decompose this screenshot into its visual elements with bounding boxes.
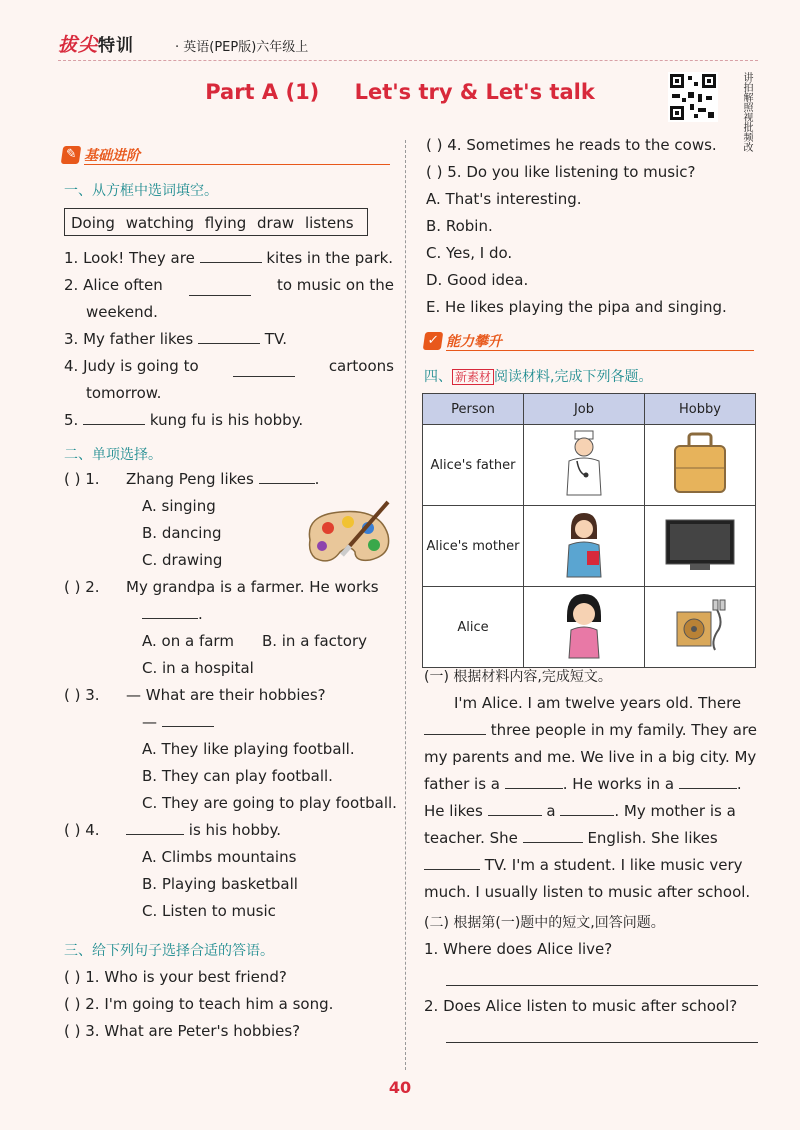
page-number: 40 [388,1078,412,1097]
answer-option: E. He likes playing the pipa and singing. [426,298,727,316]
list-item: ( ) 4. is his hobby. [64,821,282,839]
q3-right-items [426,132,766,321]
info-table [422,393,756,668]
answer-blank[interactable] [189,281,251,296]
hobby-cell [645,425,756,506]
table-header: Person [423,394,524,425]
list-item: 1. Look! They are kites in the park. [64,249,394,267]
list-item: ( ) 1. Zhang Peng likes . [64,470,320,488]
answer-blank[interactable] [200,248,262,263]
header-rule [58,60,758,61]
passage-line: three people in my family. They are [424,717,758,744]
person-cell: Alice's mother [423,506,524,587]
title-topic: Let's try & Let's talk [354,80,595,104]
job-cell [524,425,645,506]
list-item: ( ) 2. I'm going to teach him a song. [64,995,334,1013]
passage-line: teacher. She English. She likes [424,829,718,847]
answer-blank[interactable] [424,720,486,735]
option[interactable]: B. dancing [142,524,222,542]
answer-blank[interactable] [488,801,542,816]
check-icon: ✓ [423,332,444,350]
paint-palette-icon [300,500,395,570]
answer-blank[interactable] [523,828,583,843]
passage-line: much. I usually listen to music after school. [424,883,751,901]
answer-blank[interactable] [233,362,295,377]
option[interactable]: A. singing [142,497,216,515]
answer-blank[interactable] [142,604,198,619]
doctor-icon [559,429,609,497]
list-item: 3. My father likes TV. [64,330,288,348]
q3-instruction: 三、给下列句子选择合适的答语。 [64,943,274,959]
option[interactable]: C. Listen to music [142,902,276,920]
hobby-cell [645,587,756,668]
section-basic-header [62,144,390,166]
section-advanced-header [424,330,754,352]
answer-blank[interactable] [162,712,214,727]
answer-blank[interactable] [83,410,145,425]
answer-blank[interactable] [259,469,315,484]
list-item: ( ) 4. Sometimes he reads to the cows. [426,136,717,154]
student-icon [559,590,609,660]
answer-line[interactable] [424,1020,758,1050]
table-header: Job [524,394,645,425]
brand-part-b: 特训 [98,36,135,56]
table-row [423,425,756,506]
q4-sub2-instruction: (二) 根据第(一)题中的短文,回答问题。 [424,915,665,931]
question: 2. Does Alice listen to music after school? [424,997,738,1015]
suitcase-icon [665,430,735,496]
passage-line: TV. I'm a student. I like music very [424,852,758,879]
answer-blank[interactable] [560,801,614,816]
option[interactable]: A. on a farm B. in a factory [142,632,367,650]
q4-sub1-instruction: (一) 根据材料内容,完成短文。 [424,669,612,685]
pencil-icon: ✎ [61,146,82,164]
answer-option: D. Good idea. [426,271,529,289]
list-item: . [64,601,400,628]
list-item: 5. kung fu is his hobby. [64,411,304,429]
job-cell [524,506,645,587]
list-item: ( ) 2. My grandpa is a farmer. He works [64,578,379,596]
q3-left-items [64,964,400,1045]
new-material-tag: 新素材 [452,369,494,385]
section-advanced-label: 能力攀升 [446,333,502,350]
brand-title [58,30,134,57]
option[interactable]: A. Climbs mountains [142,848,297,866]
q4-questions [424,936,758,1050]
option[interactable]: C. They are going to play football. [142,794,397,812]
answer-blank[interactable] [198,329,260,344]
passage-line: I'm Alice. I am twelve years old. There [454,694,742,712]
answer-option: C. Yes, I do. [426,244,513,262]
option[interactable]: B. They can play football. [142,767,333,785]
answer-blank[interactable] [126,820,184,835]
qr-caption: 讲拍解照视批频改 [741,72,752,152]
teacher-icon [559,509,609,579]
word-box: Doing watching flying draw listens [64,208,368,236]
music-player-icon [665,592,735,658]
option[interactable]: A. They like playing football. [142,740,355,758]
list-item: 2. Alice often to music on the [64,276,394,294]
list-item: tomorrow. [86,384,162,402]
qr-code-icon[interactable] [668,72,718,122]
list-item: ( ) 3. — What are their hobbies? [64,686,326,704]
section-basic-label: 基础进阶 [84,147,140,164]
list-item: ( ) 1. Who is your best friend? [64,968,287,986]
answer-line[interactable] [424,963,758,993]
q4-instruction: 四、 新素材 阅读材料,完成下列各题。 [424,369,653,385]
question: 1. Where does Alice live? [424,940,613,958]
list-item: — [64,709,400,736]
answer-blank[interactable] [424,855,480,870]
column-divider [405,140,406,1070]
passage-line: father is a . He works in a . [424,775,742,793]
title-part: Part A (1) [205,80,320,104]
answer-blank[interactable] [505,774,563,789]
list-item: weekend. [86,303,158,321]
list-item: ( ) 5. Do you like listening to music? [426,163,696,181]
job-cell [524,587,645,668]
answer-option: B. Robin. [426,217,493,235]
television-icon [660,514,740,574]
q1-items [64,245,394,434]
q4-passage [424,690,758,906]
option[interactable]: B. Playing basketball [142,875,298,893]
brand-part-a: 拔尖 [58,34,99,56]
q2-instruction: 二、单项选择。 [64,447,162,463]
person-cell: Alice [423,587,524,668]
list-item: 4. Judy is going to cartoons [64,357,394,375]
option[interactable]: C. in a hospital [142,659,254,677]
passage-line: my parents and me. We live in a big city. My [424,748,757,766]
q1-instruction: 一、从方框中选词填空。 [64,183,218,199]
table-header: Hobby [645,394,756,425]
table-row [423,506,756,587]
option[interactable]: C. drawing [142,551,223,569]
book-subtitle: · 英语(PEP版)六年级上 [175,40,309,55]
answer-option: A. That's interesting. [426,190,582,208]
answer-blank[interactable] [679,774,737,789]
hobby-cell [645,506,756,587]
person-cell: Alice's father [423,425,524,506]
passage-line: He likes a . My mother is a [424,802,736,820]
list-item: ( ) 3. What are Peter's hobbies? [64,1022,301,1040]
table-row [423,587,756,668]
